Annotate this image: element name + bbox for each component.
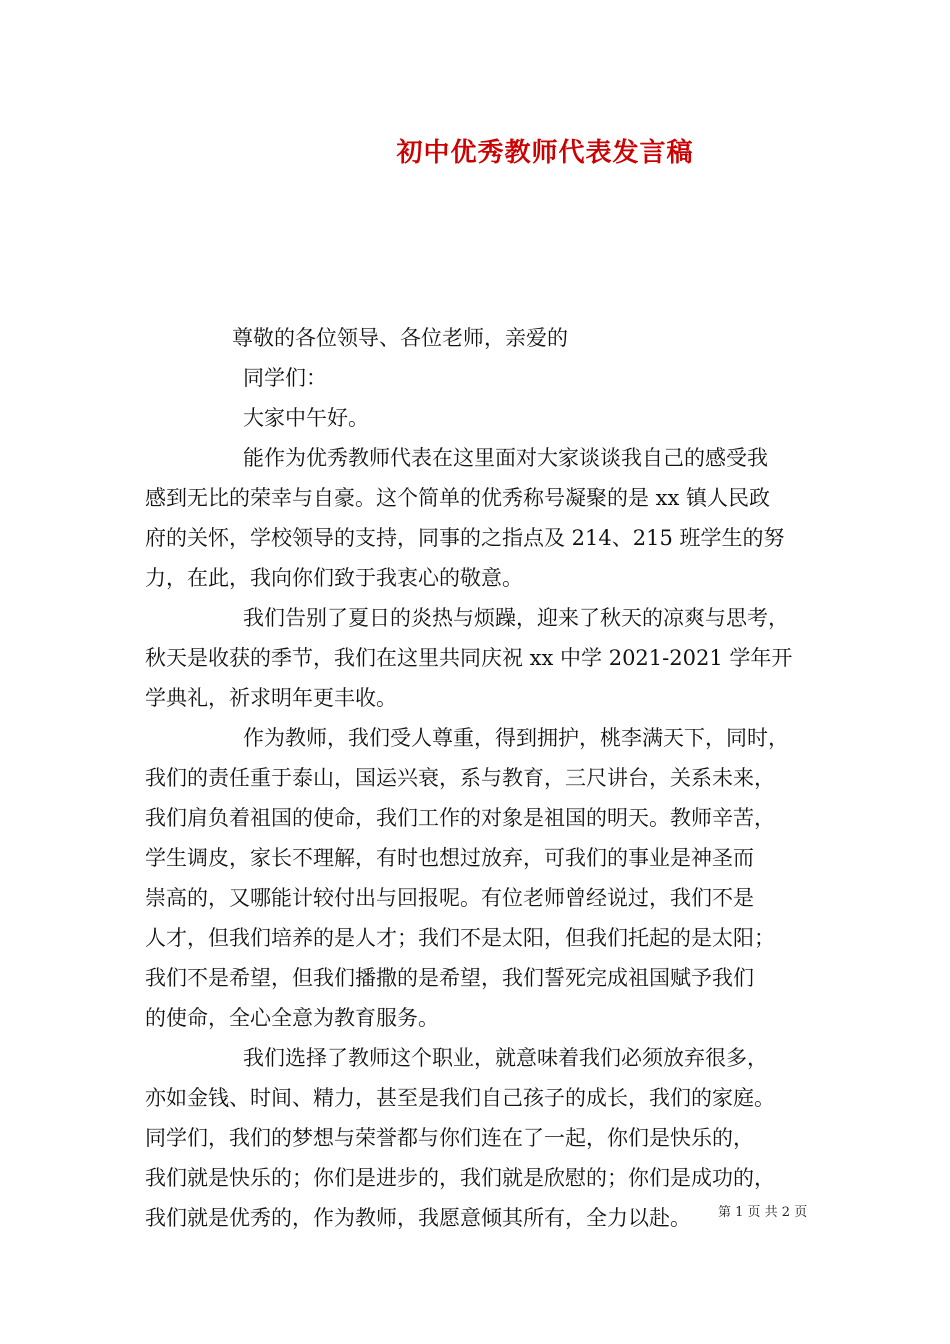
paragraph-line: 秋天是收获的季节，我们在这里共同庆祝 xx 中学 2021-2021 学年开: [145, 646, 793, 670]
paragraph-line: 我们肩负着祖国的使命，我们工作的对象是祖国的明天。教师辛苦，: [145, 806, 775, 830]
paragraph-line: 感到无比的荣幸与自豪。这个简单的优秀称号凝聚的是 xx 镇人民政: [145, 486, 771, 510]
paragraph-line: 我们选择了教师这个职业，就意味着我们必须放弃很多，: [243, 1046, 768, 1070]
paragraph-line: 能作为优秀教师代表在这里面对大家谈谈我自己的感受我: [243, 446, 768, 470]
paragraph-line: 学典礼，祈求明年更丰收。: [145, 686, 397, 710]
greeting-line: 大家中午好。: [243, 406, 369, 430]
paragraph-line: 学生调皮，家长不理解，有时也想过放弃，可我们的事业是神圣而: [145, 846, 754, 870]
document-title: 初中优秀教师代表发言稿: [396, 138, 694, 168]
paragraph-line: 我们告别了夏日的炎热与烦躁，迎来了秋天的凉爽与思考，: [243, 606, 789, 630]
paragraph-line: 作为教师，我们受人尊重，得到拥护，桃李满天下，同时，: [243, 726, 789, 750]
salutation-line-2: 同学们：: [243, 366, 327, 390]
paragraph-line: 我们就是快乐的；你们是进步的，我们就是欣慰的；你们是成功的，: [145, 1166, 775, 1190]
paragraph-line: 府的关怀，学校领导的支持，同事的之指点及 214、215 班学生的努: [145, 526, 785, 550]
paragraph-line: 崇高的，又哪能计较付出与回报呢。有位老师曾经说过，我们不是: [145, 886, 754, 910]
paragraph-line: 人才，但我们培养的是人才；我们不是太阳，但我们托起的是太阳；: [145, 926, 775, 950]
paragraph-line: 亦如金钱、时间、精力，甚至是我们自己孩子的成长，我们的家庭。: [145, 1086, 775, 1110]
paragraph-line: 我们的责任重于泰山，国运兴衰，系与教育，三尺讲台，关系未来，: [145, 766, 775, 790]
paragraph-line: 的使命，全心全意为教育服务。: [145, 1006, 439, 1030]
document-body: [0, 318, 950, 1238]
salutation-line-1: 尊敬的各位领导、各位老师，亲爱的: [232, 326, 568, 350]
paragraph-line: 力，在此，我向你们致于我衷心的敬意。: [145, 566, 523, 590]
paragraph-line: 我们不是希望，但我们播撒的是希望，我们誓死完成祖国赋予我们: [145, 966, 754, 990]
page-number: 第 1 页 共 2 页: [718, 1205, 808, 1220]
paragraph-line: 同学们，我们的梦想与荣誉都与你们连在了一起，你们是快乐的，: [145, 1126, 754, 1150]
paragraph-line: 我们就是优秀的，作为教师，我愿意倾其所有，全力以赴。: [145, 1206, 691, 1230]
